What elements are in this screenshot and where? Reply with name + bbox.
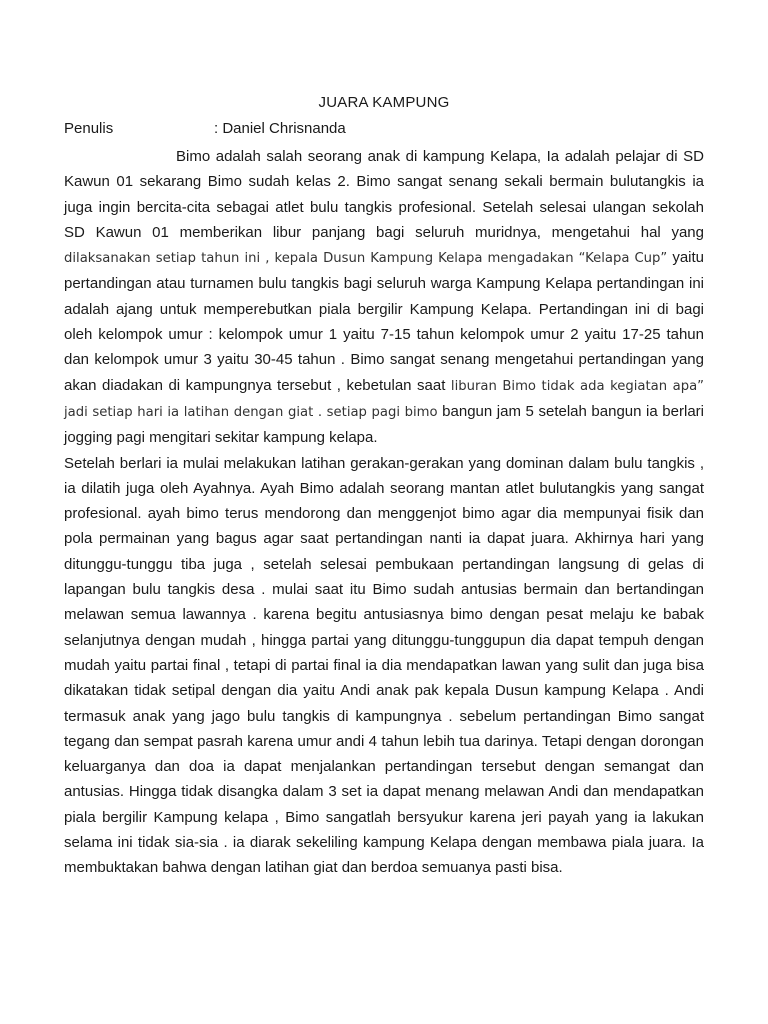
author-label: Penulis: [64, 120, 114, 137]
story-body: [64, 144, 704, 881]
paragraph-1-part-2: dilaksanakan setiap tahun ini , kepala Dusun Kampung Kelapa mengadakan “Kelapa Cup”: [64, 251, 668, 267]
paragraph-1-part-3: yaitu pertandingan atau turnamen bulu tangkis bagi seluruh warga Kampung Kelapa pertandingan ini adalah ajang untuk memperebutkan piala bergilir Kampung Kelapa. Pertandingan ini di bagi oleh kelompok umur : kelompok umur 1 yaitu 7-15 tahun kelompok umur 2 yaitu 17-25 tahun dan kelompok umur 3 yaitu 30-45 tahun . Bimo sangat senang mengetahui pertandingan yang akan diadakan di kampungnya tersebut , kebetulan saat: [64, 249, 704, 394]
paragraph-1-part-1: Bimo adalah salah seorang anak di kampung Kelapa, Ia adalah pelajar di SD Kawun 01 sekarang Bimo sudah kelas 2. Bimo sangat senang sekali bermain bulutangkis ia juga ingin bercita-cita sebagai atlet bulu tangkis profesional. Setelah selesai ulangan sekolah SD Kawun 01 memberikan libur panjang bagi seluruh muridnya, mengetahui hal yang: [64, 148, 704, 241]
paragraph-1-part-5: bangun jam 5 setelah bangun ia berlari jogging pagi mengitari sekitar kampung kelapa.: [64, 402, 704, 447]
paragraph-1: [64, 144, 704, 451]
author-name: : Daniel Chrisnanda: [214, 120, 346, 137]
author-line: [64, 119, 704, 139]
story-title: JUARA KAMPUNG: [318, 94, 450, 111]
paragraph-1-part-4: liburan Bimo tidak ada kegiatan apa” jadi setiap hari ia latihan dengan giat . setiap pagi bimo: [64, 378, 704, 420]
paragraph-2: Setelah berlari ia mulai melakukan latihan gerakan-gerakan yang dominan dalam bulu tangkis , ia dilatih juga oleh Ayahnya. Ayah Bimo adalah seorang mantan atlet bulutangkis yang sangat profesional. ayah bimo terus mendorong dan menggenjot bimo agar dia mempunyai fisik dan pola permainan yang bagus agar saat pertandingan nanti ia dapat juara. Akhirnya hari yang ditunggu-tunggu tiba juga , setelah selesai pembukaan pertandingan langsung di gelas di lapangan bulu tangkis desa . mulai saat itu Bimo sudah antusias bermain dan bertandingan melawan semua lawannya . karena begitu antusiasnya bimo dengan pesat melaju ke babak selanjutnya dengan mudah , hingga partai yang ditunggu-tunggupun dia dapat tempuh dengan mudah yaitu partai final , tetapi di partai final ia dia mendapatkan lawan yang sulit dan juga bisa dikatakan tidak setipal dengan dia yaitu Andi anak pak kepala Dusun kampung Kelapa . Andi termasuk anak yang jago bulu tangkis di kampungnya . sebelum pertandingan Bimo sangat tegang dan sempat pasrah karena umur andi 4 tahun lebih tua darinya. Tetapi dengan dorongan keluarganya dan doa ia dapat menjalankan pertandingan tersebut dengan semangat dan antusias. Hingga tidak disangka dalam 3 set ia dapat menang melawan Andi dan mendapatkan piala bergilir Kampung kelapa , Bimo sangatlah bersyukur karena jeri payah yang ia lakukan selama ini tidak sia-sia . ia diarak sekeliling kampung Kelapa dengan membawa piala juara. Ia membuktakan bahwa dengan latihan giat dan berdoa semuanya pasti bisa.: [64, 454, 704, 877]
